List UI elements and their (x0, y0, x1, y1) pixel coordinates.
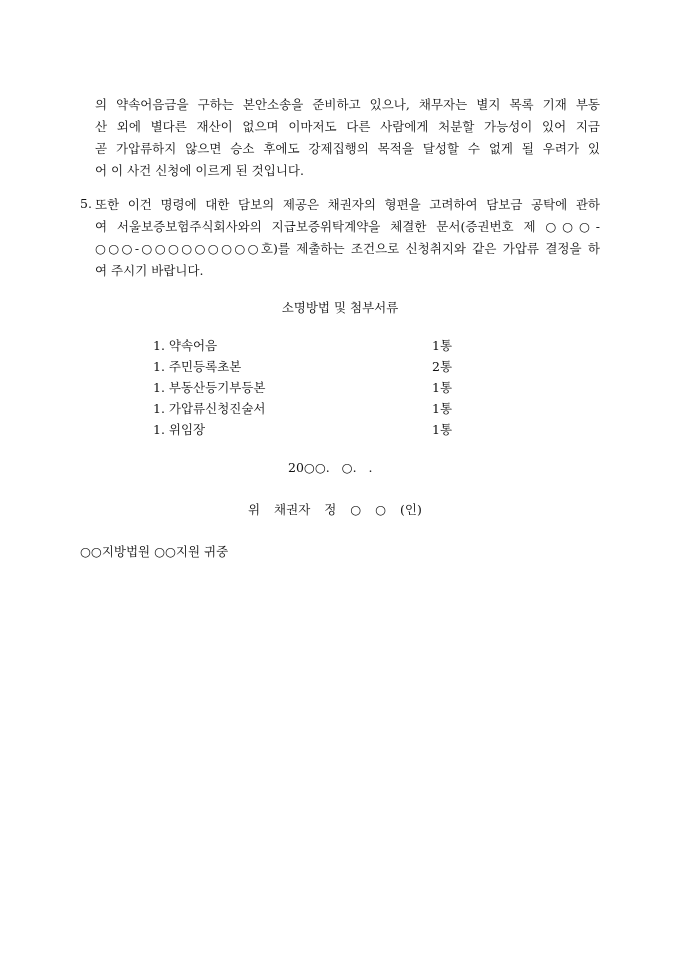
attachment-label: 1. 위임장 (153, 422, 206, 437)
attachment-label: 1. 약속어음 (153, 338, 218, 353)
attachment-count: 1통 (432, 401, 453, 416)
prev-para-line: 의 약속어음금을 구하는 본안소송을 준비하고 있으나, 채무자는 별지 목록 기재 부동 (95, 97, 600, 112)
attachment-label: 1. 가압류신청진술서 (153, 401, 266, 416)
attachment-label: 1. 주민등록초본 (153, 359, 242, 374)
court-addressee: ○○지방법원 ○○지원 귀중 (80, 544, 229, 559)
item-5-line: ○○○-○○○○○○○○○호)를 제출하는 조건으로 신청취지와 같은 가압류 결정을 하 (95, 241, 600, 256)
attachment-count: 1통 (432, 338, 453, 353)
item-5-number: 5. (80, 196, 92, 211)
item-5-line: 또한 이건 명령에 대한 담보의 제공은 채권자의 형편을 고려하여 담보금 공탁에 관하 (95, 197, 600, 212)
prev-para-line: 산 외에 별다른 재산이 없으며 이마저도 다른 사람에게 처분할 가능성이 있어 지금 (95, 119, 600, 134)
prev-para-line: 어 이 사건 신청에 이르게 된 것입니다. (95, 163, 304, 178)
attachment-count: 2통 (432, 359, 453, 374)
document-date: 20○○. ○. . (288, 460, 373, 475)
attachment-count: 1통 (432, 422, 453, 437)
attachments-heading: 소명방법 및 첨부서류 (281, 300, 399, 315)
attachment-label: 1. 부동산등기부등본 (153, 380, 266, 395)
creditor-signature: 위 채권자 정 ○ ○ (인) (248, 502, 422, 517)
item-5-line: 여 주시기 바랍니다. (95, 263, 204, 278)
prev-para-line: 곧 가압류하지 않으면 승소 후에도 강제집행의 목적을 달성할 수 없게 될 우려가 있 (95, 141, 600, 156)
item-5-line: 여 서울보증보험주식회사와의 지급보증위탁계약을 체결한 문서(증권번호 제 ○○○- (95, 219, 600, 234)
attachment-count: 1통 (432, 380, 453, 395)
